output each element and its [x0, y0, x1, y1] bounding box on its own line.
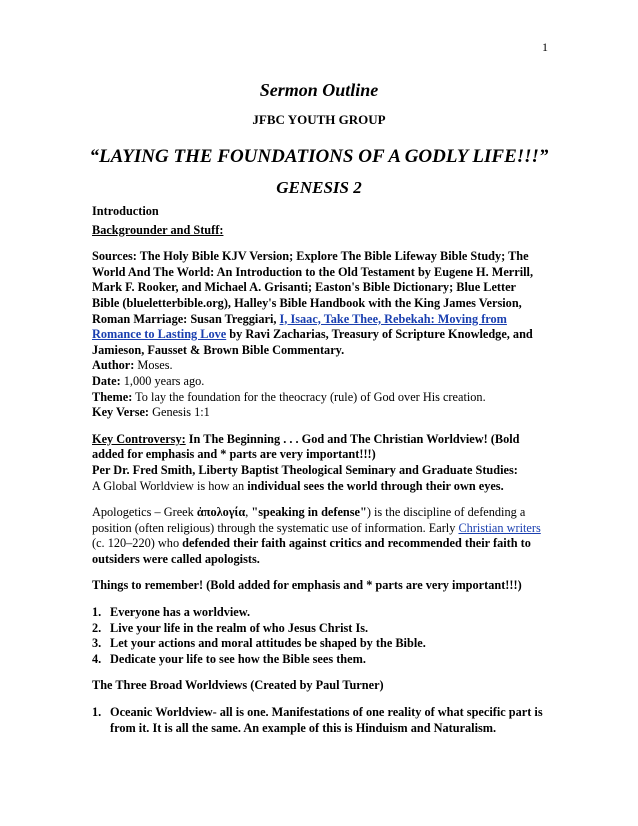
greek-word: ἀπολογία	[196, 505, 246, 520]
global-plain: A Global Worldview is how an	[92, 478, 248, 493]
sources-text: Sources: The Holy Bible KJV Version; Explore The Bible Lifeway Bible Study; The World And The World: An Introduction to the Old Testament by Eugene H. Merrill, Mark F. Rooker, and Michael A. Grisanti; Easton's Bible Dictionary; Blue Letter Bible (blueletterbible.org), Halley's Bible Handbook with the King James Version, Roman Marriage: Susan Treggiari,	[92, 249, 534, 326]
date-label: Date:	[92, 373, 121, 388]
theme-line	[92, 390, 546, 406]
remember-heading: Things to remember! (Bold added for emphasis and * parts are very important!!!)	[92, 578, 522, 593]
date-value: 1,000 years ago.	[120, 373, 205, 388]
backgrounder-heading: Backgrounder and Stuff:	[92, 222, 224, 237]
key-verse-value: Genesis 1:1	[149, 405, 210, 420]
christian-writers-link[interactable]: Christian writers	[458, 520, 541, 535]
author-label: Author:	[92, 358, 135, 373]
list-number: 3.	[92, 636, 102, 651]
book-link[interactable]: I, Isaac, Take Thee, Rebekah: Moving from Romance to Lasting Love	[92, 311, 507, 342]
sermon-title: Sermon Outline	[259, 80, 379, 100]
worldviews-heading: The Three Broad Worldviews (Created by Paul Turner)	[92, 678, 384, 693]
list-item	[92, 705, 546, 736]
sources-paragraph	[92, 249, 546, 358]
list-item	[92, 605, 546, 621]
apologetics-paragraph	[92, 505, 546, 567]
list-number: 1.	[92, 605, 102, 620]
global-line	[92, 479, 546, 495]
worldviews-list	[92, 705, 546, 736]
sources-text-end: by Ravi Zacharias, Treasury of Scripture Knowledge, and Jamieson, Fausset & Brown Bible Commentary.	[92, 327, 533, 357]
author-line	[92, 358, 546, 374]
main-title: “LAYING THE FOUNDATIONS OF A GODLY LIFE!!!”	[89, 146, 549, 167]
author-value: Moses.	[134, 358, 173, 373]
list-text: Live your life in the realm of who Jesus Christ Is.	[110, 620, 369, 635]
list-text: Let your actions and moral attitudes be shaped by the Bible.	[110, 636, 426, 651]
controversy-label: Key Controversy:	[92, 431, 186, 446]
list-text: Dedicate your life to see how the Bible sees them.	[110, 651, 366, 666]
document-body	[92, 204, 546, 736]
apologetics-bold: defended their faith against critics and recommended their faith to outsiders were called apologists.	[92, 536, 531, 566]
remember-list	[92, 605, 546, 667]
theme-value: To lay the foundation for the theocracy (rule) of God over His creation.	[132, 389, 486, 404]
apologetics-text-3: ) is the discipline of defending a position (often religious) through the systematic use of information. Early	[92, 505, 526, 535]
date-line	[92, 374, 546, 390]
controversy-paragraph	[92, 432, 546, 463]
per-line: Per Dr. Fred Smith, Liberty Baptist Theological Seminary and Graduate Studies:	[92, 462, 518, 477]
apologetics-text-4: (c. 120–220) who	[92, 536, 183, 551]
list-item	[92, 652, 546, 668]
controversy-text: In The Beginning . . . God and The Christian Worldview! (Bold added for emphasis and * parts are very important!!!)	[92, 431, 520, 462]
list-text: Oceanic Worldview- all is one. Manifestations of one reality of what specific part is from it. It is all the same. An example of this is Hinduism and Naturalism.	[110, 705, 543, 735]
key-verse-line	[92, 405, 546, 421]
list-item	[92, 636, 546, 652]
apologetics-meaning: "speaking in defense"	[251, 505, 367, 520]
global-bold: individual sees the world through their own eyes.	[247, 478, 504, 493]
group-name: JFBC YOUTH GROUP	[252, 112, 386, 127]
list-number: 4.	[92, 651, 102, 666]
list-number: 1.	[92, 705, 102, 720]
page-number: 1	[542, 40, 548, 54]
theme-label: Theme:	[92, 389, 133, 404]
apologetics-text-2: ,	[245, 505, 252, 520]
list-number: 2.	[92, 620, 102, 635]
list-item	[92, 621, 546, 637]
list-text: Everyone has a worldview.	[110, 605, 251, 620]
introduction-heading: Introduction	[92, 204, 159, 218]
apologetics-text-1: Apologetics – Greek	[92, 505, 197, 520]
scripture-heading: GENESIS 2	[276, 178, 362, 197]
key-verse-label: Key Verse:	[92, 405, 150, 420]
